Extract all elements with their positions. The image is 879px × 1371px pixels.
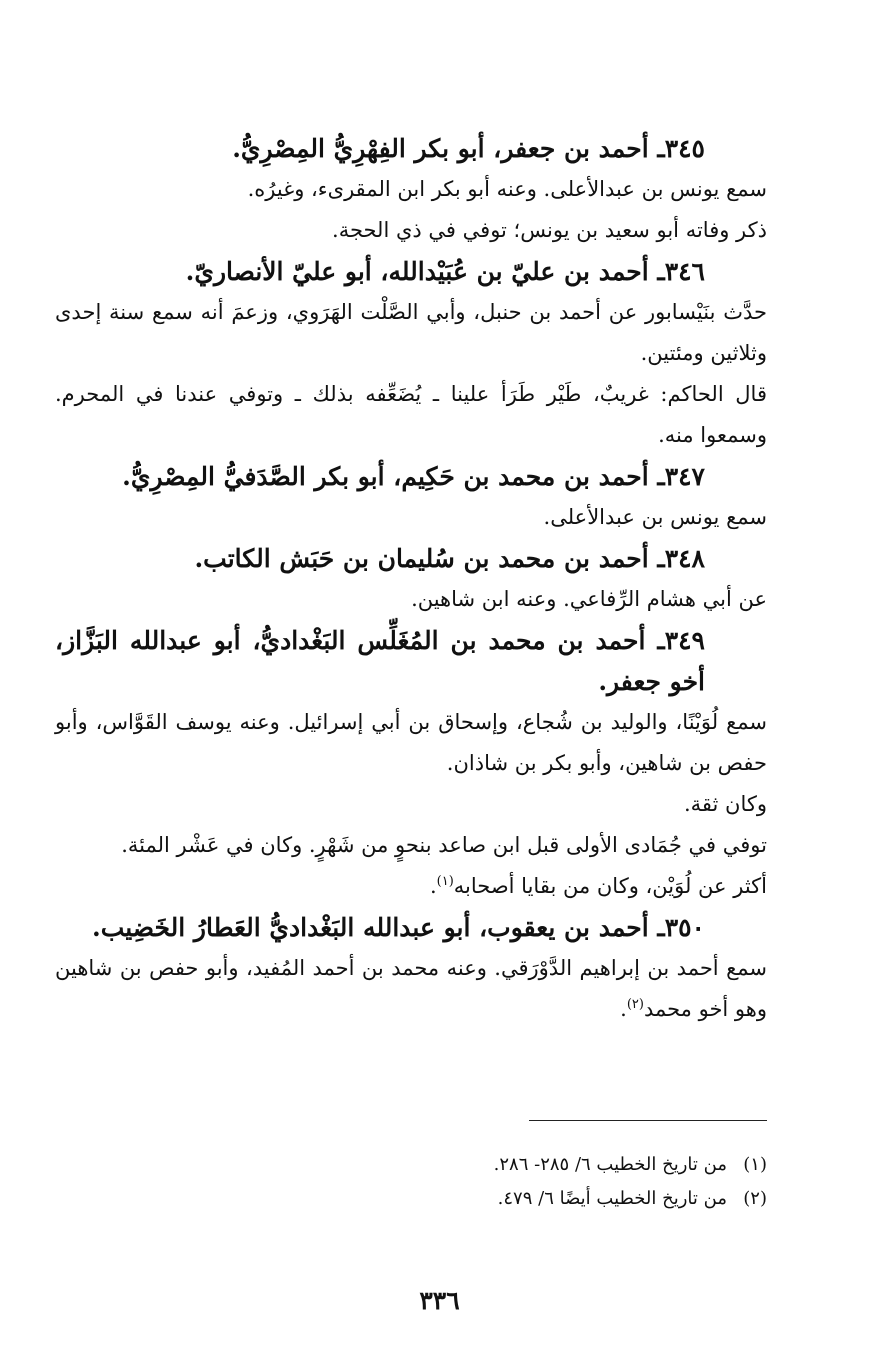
entry-text: توفي في جُمَادى الأولى قبل ابن صاعد بنحوٍ من شَهْرٍ. وكان في عَشْر المئة. [121,833,767,857]
entry-heading: ٣٤٦ـ أحمد بن عليّ بن عُبَيْدالله، أبو عليّ الأنصاريّ. [185,257,705,286]
footnote [55,1148,767,1182]
entry-text: ذكر وفاته أبو سعيد بن يونس؛ توفي في ذي الحجة. [332,218,767,242]
footnote-ref[interactable]: (٢) [626,997,644,1012]
entry-text: حدَّث بنَيْسابور عن أحمد بن حنبل، وأبي الصَّلْت الهَرَوي، وزعمَ أنه سمع سنة إحدى وثلاثين ومئتين. [55,300,767,365]
entry-350 [55,907,767,1030]
footnote-text: من تاريخ الخطيب أيضًا ٦/ ٤٧٩. [497,1188,727,1209]
footnote-number: (١) [743,1154,767,1175]
entry-text [55,866,767,907]
entry-heading: ٣٤٩ـ أحمد بن محمد بن المُغَلِّس البَغْداديُّ، أبو عبدالله البَزَّاز، أخو جعفر. [55,626,705,696]
entry-text: وكان ثقة. [683,792,767,816]
entry-text [55,948,767,1030]
footnote-number: (٢) [743,1188,767,1209]
entry-text: سمع يونس بن عبدالأعلى. [543,505,767,529]
entry-text: قال الحاكم: غريبٌ، طَيْر طَرَأ علينا ـ يُضَعِّفه بذلك ـ وتوفي عندنا في المحرم. وسمعوا منه. [55,382,767,447]
entry-text-end: . [620,997,627,1021]
page-number: ٣٣٦ [419,1286,460,1315]
entry-heading: ٣٤٨ـ أحمد بن محمد بن سُليمان بن حَبَش الكاتب. [194,544,705,573]
entry-text: سمع لُوَيْنًا، والوليد بن شُجاع، وإسحاق بن أبي إسرائيل. وعنه يوسف القَوَّاس، وأبو حفص بن شاهين، وأبو بكر بن شاذان. [55,710,767,775]
entry-349-note [55,866,767,907]
footnote [55,1182,767,1216]
footnotes [55,1148,767,1216]
entry-346 [55,251,767,456]
entry-348 [55,538,767,620]
entry-345 [55,128,767,251]
entry-text: سمع يونس بن عبدالأعلى. وعنه أبو بكر ابن المقرىء، وغيرُه. [247,177,767,201]
entry-text-span: سمع أحمد بن إبراهيم الدَّوْرَقي. وعنه محمد بن أحمد المُفيد، وأبو حفص بن شاهين وهو أخو محمد [55,956,767,1021]
entry-heading: ٣٤٥ـ أحمد بن جعفر، أبو بكر الفِهْرِيُّ المِصْرِيُّ. [232,134,705,163]
footnote-divider [529,1120,767,1121]
entry-heading: ٣٥٠ـ أحمد بن يعقوب، أبو عبدالله البَغْداديُّ العَطارُ الخَضِيب. [92,913,705,942]
entry-347 [55,456,767,538]
page-body [55,128,767,1030]
entry-text-span: أكثر عن لُوَيْن، وكان من بقايا أصحابه [453,874,767,898]
entry-349 [55,620,767,866]
entry-text-end: . [429,874,437,898]
entry-heading: ٣٤٧ـ أحمد بن محمد بن حَكِيم، أبو بكر الصَّدَفيُّ المِصْرِيُّ. [122,462,705,491]
footnote-text: من تاريخ الخطيب ٦/ ٢٨٥- ٢٨٦. [493,1154,727,1175]
entry-text: عن أبي هشام الرِّفاعي. وعنه ابن شاهين. [411,587,767,611]
footnote-ref[interactable]: (١) [436,874,454,889]
